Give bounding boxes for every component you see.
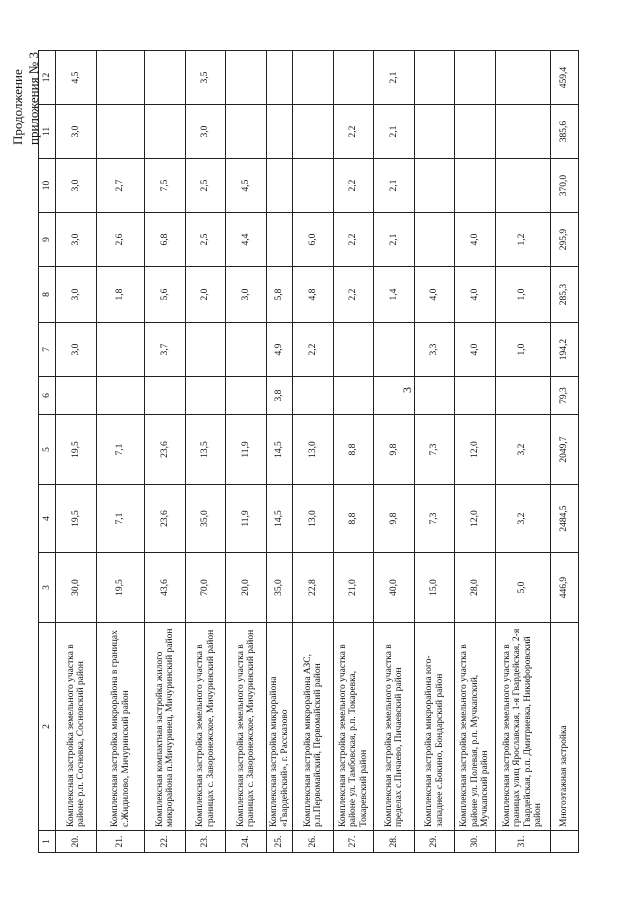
value-cell: 9,8: [374, 485, 415, 553]
value-cell: [293, 51, 334, 105]
value-cell: [226, 105, 267, 159]
value-cell: 30,0: [56, 553, 97, 623]
value-cell: 2,2: [333, 159, 374, 213]
value-cell: 5,6: [145, 267, 186, 323]
column-number-cell: 11: [39, 105, 56, 159]
value-cell: 14,5: [266, 485, 292, 553]
object-name-cell: Комплексная застройка микрорайона АЗС, р.п.Первомайский, Первомайский район: [293, 623, 334, 831]
value-cell: 3,0: [56, 105, 97, 159]
column-number-cell: 3: [39, 553, 56, 623]
object-name-cell: Комплексная застройка микрорайона юго-западнее с.Бокино, Бондарский район: [414, 623, 455, 831]
object-name-cell: Комплексная застройка земельного участка в районе р.п. Сосновка, Сосновский район: [56, 623, 97, 831]
value-cell: 19,5: [56, 485, 97, 553]
table-row: [145, 51, 186, 853]
value-cell: 13,0: [293, 415, 334, 485]
value-cell: [293, 159, 334, 213]
row-number-cell: 20.: [56, 831, 97, 853]
value-cell: 4,4: [226, 213, 267, 267]
value-cell: 3,5: [185, 51, 226, 105]
value-cell: 2,5: [185, 159, 226, 213]
column-number-cell: 2: [39, 623, 56, 831]
table-row: [333, 51, 374, 853]
row-number-cell: 22.: [145, 831, 186, 853]
value-cell: [96, 323, 145, 377]
value-cell: 12,0: [455, 485, 496, 553]
housing-construction-table: [38, 50, 579, 853]
table-row: [185, 51, 226, 853]
value-cell: 79,3: [550, 377, 578, 415]
value-cell: [293, 377, 334, 415]
value-cell: [374, 377, 415, 415]
value-cell: 12,0: [455, 415, 496, 485]
value-cell: [495, 159, 550, 213]
value-cell: 40,0: [374, 553, 415, 623]
value-cell: 3,2: [495, 485, 550, 553]
value-cell: 1,0: [495, 323, 550, 377]
value-cell: 2,1: [374, 159, 415, 213]
row-number-cell: 27.: [333, 831, 374, 853]
value-cell: 1,4: [374, 267, 415, 323]
value-cell: 11,9: [226, 485, 267, 553]
value-cell: [96, 377, 145, 415]
value-cell: 4,0: [455, 213, 496, 267]
value-cell: 3,0: [185, 105, 226, 159]
row-number-cell: 24.: [226, 831, 267, 853]
value-cell: 11,9: [226, 415, 267, 485]
table-row: [96, 51, 145, 853]
value-cell: 1,2: [495, 213, 550, 267]
value-cell: [266, 159, 292, 213]
value-cell: 7,1: [96, 415, 145, 485]
value-cell: 2,6: [96, 213, 145, 267]
value-cell: [185, 377, 226, 415]
value-cell: [455, 159, 496, 213]
row-number-cell: 29.: [414, 831, 455, 853]
value-cell: 4,0: [455, 323, 496, 377]
value-cell: 3,0: [56, 159, 97, 213]
row-number-cell: [550, 831, 578, 853]
table-row: [266, 51, 292, 853]
column-number-row: [39, 51, 56, 853]
value-cell: [333, 377, 374, 415]
value-cell: 3,0: [56, 323, 97, 377]
value-cell: 9,8: [374, 415, 415, 485]
value-cell: 15,0: [414, 553, 455, 623]
value-cell: 3,0: [226, 267, 267, 323]
value-cell: [145, 51, 186, 105]
value-cell: 5,0: [495, 553, 550, 623]
value-cell: 7,3: [414, 485, 455, 553]
value-cell: 7,1: [96, 485, 145, 553]
value-cell: [414, 377, 455, 415]
table-row: [495, 51, 550, 853]
column-number-cell: 5: [39, 415, 56, 485]
table-row: [374, 51, 415, 853]
value-cell: 385,6: [550, 105, 578, 159]
value-cell: 23,6: [145, 485, 186, 553]
page-number: 3: [400, 387, 414, 393]
value-cell: [145, 377, 186, 415]
value-cell: [293, 105, 334, 159]
value-cell: [96, 51, 145, 105]
table-row: [293, 51, 334, 853]
value-cell: 2,1: [374, 213, 415, 267]
value-cell: 14,5: [266, 415, 292, 485]
value-cell: [414, 213, 455, 267]
value-cell: 3,0: [56, 213, 97, 267]
value-cell: 2,1: [374, 105, 415, 159]
value-cell: 19,5: [56, 415, 97, 485]
object-name-cell: Многоэтажная застройка: [550, 623, 578, 831]
value-cell: 2049,7: [550, 415, 578, 485]
object-name-cell: Комплексная застройка земельного участка в границах с. Заворонежское, Мичуринский район: [185, 623, 226, 831]
value-cell: 2,2: [293, 323, 334, 377]
value-cell: [96, 105, 145, 159]
value-cell: [414, 159, 455, 213]
value-cell: [455, 377, 496, 415]
value-cell: 35,0: [266, 553, 292, 623]
object-name-cell: Комплексная застройка микрорайона «Гвардейский», г. Рассказово: [266, 623, 292, 831]
object-name-cell: Комплексная застройка земельного участка в районе ул. Тамбовская, р.п. Токаревка, Токаревский район: [333, 623, 374, 831]
object-name-cell: Комплексная застройка земельного участка в границах улиц Ярославская, 1-я Гвардейская, 2-я Гвардейская, р.п. Дмитриевка, Никифоровский район: [495, 623, 550, 831]
value-cell: [56, 377, 97, 415]
object-name-cell: Комплексная застройка земельного участка в границах с. Заворонежское, Мичуринский район: [226, 623, 267, 831]
column-number-cell: 7: [39, 323, 56, 377]
value-cell: [226, 323, 267, 377]
column-number-cell: 9: [39, 213, 56, 267]
value-cell: [266, 213, 292, 267]
value-cell: 2,2: [333, 213, 374, 267]
total-row: [550, 51, 578, 853]
value-cell: 28,0: [455, 553, 496, 623]
column-number-cell: 1: [39, 831, 56, 853]
value-cell: 285,3: [550, 267, 578, 323]
value-cell: [333, 323, 374, 377]
value-cell: 22,8: [293, 553, 334, 623]
value-cell: 4,0: [455, 267, 496, 323]
column-number-cell: 8: [39, 267, 56, 323]
table-row: [56, 51, 97, 853]
value-cell: 3,8: [266, 377, 292, 415]
row-number-cell: 28.: [374, 831, 415, 853]
value-cell: 295,9: [550, 213, 578, 267]
value-cell: 2,2: [333, 105, 374, 159]
value-cell: 2,1: [374, 51, 415, 105]
value-cell: 3,3: [414, 323, 455, 377]
value-cell: 2,5: [185, 213, 226, 267]
value-cell: 13,0: [293, 485, 334, 553]
value-cell: 2,7: [96, 159, 145, 213]
value-cell: 5,8: [266, 267, 292, 323]
column-number-cell: 10: [39, 159, 56, 213]
value-cell: [266, 51, 292, 105]
value-cell: [374, 323, 415, 377]
value-cell: 1,0: [495, 267, 550, 323]
value-cell: [455, 51, 496, 105]
value-cell: 70,0: [185, 553, 226, 623]
value-cell: 13,5: [185, 415, 226, 485]
appendix-continuation-header: Продолжение приложения № 3: [10, 52, 41, 145]
value-cell: 7,5: [145, 159, 186, 213]
value-cell: 194,2: [550, 323, 578, 377]
value-cell: [495, 105, 550, 159]
value-cell: 23,6: [145, 415, 186, 485]
value-cell: 6,0: [293, 213, 334, 267]
value-cell: 4,9: [266, 323, 292, 377]
value-cell: 2,2: [333, 267, 374, 323]
value-cell: 6,8: [145, 213, 186, 267]
value-cell: 2484,5: [550, 485, 578, 553]
value-cell: 3,7: [145, 323, 186, 377]
value-cell: [495, 377, 550, 415]
object-name-cell: Комплексная компактная застройка жилого микрорайона п.Мичуринец, Мичуринский район: [145, 623, 186, 831]
row-number-cell: 21.: [96, 831, 145, 853]
value-cell: [266, 105, 292, 159]
value-cell: [414, 51, 455, 105]
value-cell: 370,0: [550, 159, 578, 213]
value-cell: [495, 51, 550, 105]
value-cell: 459,4: [550, 51, 578, 105]
value-cell: [333, 51, 374, 105]
object-name-cell: Комплексная застройка земельного участка в районе ул. Полевая, р.п. Мучкапский, Мучкапский район: [455, 623, 496, 831]
value-cell: 21,0: [333, 553, 374, 623]
value-cell: 8,8: [333, 415, 374, 485]
value-cell: 43,6: [145, 553, 186, 623]
value-cell: 446,9: [550, 553, 578, 623]
value-cell: [226, 51, 267, 105]
value-cell: 1,8: [96, 267, 145, 323]
row-number-cell: 31.: [495, 831, 550, 853]
value-cell: 20,0: [226, 553, 267, 623]
table-row: [414, 51, 455, 853]
row-number-cell: 26.: [293, 831, 334, 853]
row-number-cell: 23.: [185, 831, 226, 853]
value-cell: 3,0: [56, 267, 97, 323]
column-number-cell: 12: [39, 51, 56, 105]
value-cell: 35,0: [185, 485, 226, 553]
value-cell: 4,8: [293, 267, 334, 323]
value-cell: 8,8: [333, 485, 374, 553]
row-number-cell: 30.: [455, 831, 496, 853]
value-cell: 3,2: [495, 415, 550, 485]
value-cell: 4,0: [414, 267, 455, 323]
object-name-cell: Комплексная застройка земельного участка в пределах с.Пичаево, Пичаевский район: [374, 623, 415, 831]
column-number-cell: 4: [39, 485, 56, 553]
value-cell: 2,0: [185, 267, 226, 323]
value-cell: [414, 105, 455, 159]
row-number-cell: 25.: [266, 831, 292, 853]
value-cell: [145, 105, 186, 159]
column-number-cell: 6: [39, 377, 56, 415]
object-name-cell: Комплексная застройка микрорайона в границах с.Жидилово, Мичуринский район: [96, 623, 145, 831]
value-cell: [185, 323, 226, 377]
table-row: [226, 51, 267, 853]
table-row: [455, 51, 496, 853]
value-cell: 4,5: [226, 159, 267, 213]
value-cell: 7,3: [414, 415, 455, 485]
value-cell: 19,5: [96, 553, 145, 623]
value-cell: [455, 105, 496, 159]
value-cell: 4,5: [56, 51, 97, 105]
value-cell: [226, 377, 267, 415]
